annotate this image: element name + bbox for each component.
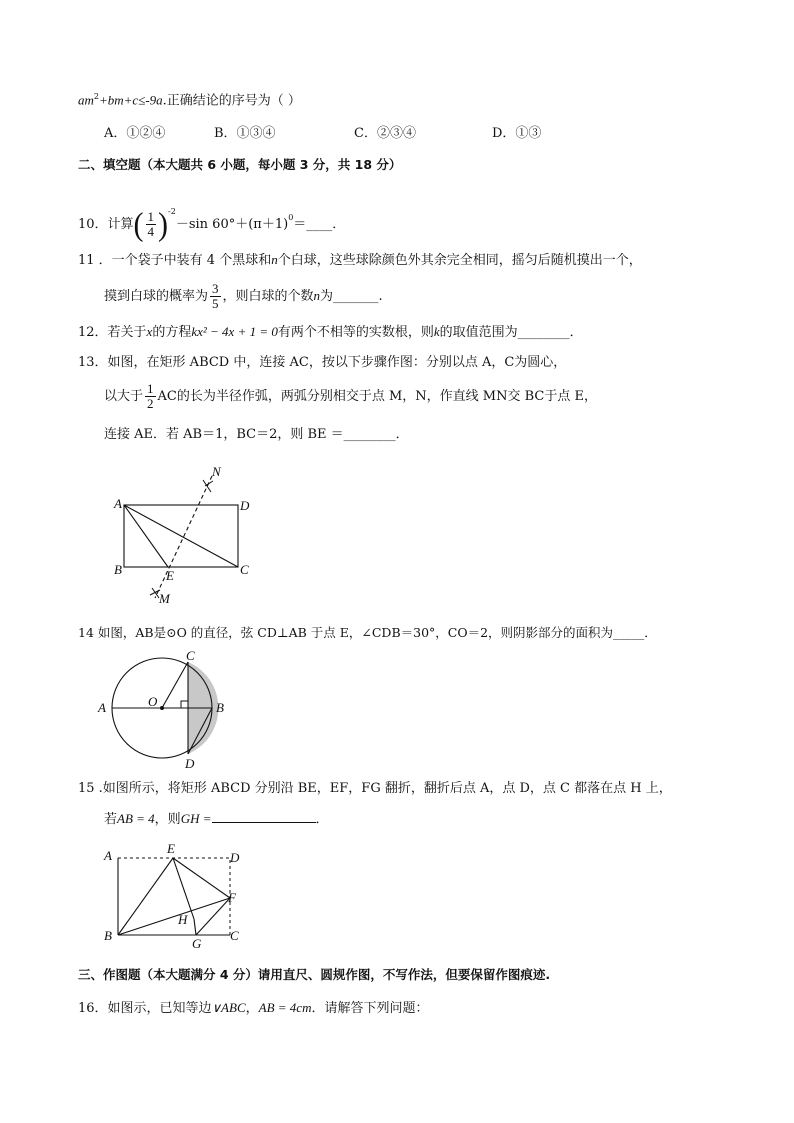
label-e: E [166, 568, 174, 583]
label-a: A [98, 700, 106, 715]
question-16: 16．如图示，已知等边∨ABC，AB = 4cm．请解答下列问题： [78, 1000, 429, 1016]
q11-fraction: $\frac{3}{5}$ [212, 281, 219, 311]
q9-condition: $am^2+bm+c\le-9a$.正确结论的序号为（ ） [78, 92, 301, 109]
option-c[interactable]: C．②③④ [354, 126, 416, 141]
segment-ae [124, 505, 168, 567]
question-10: 10．计算( $\frac{1}{4}$ )$^{-2}$－sin $60^\circ+(\pi+1)^0=\_\_\_\_$． [78, 205, 346, 243]
fold-ef [173, 858, 230, 898]
label-g: G [192, 936, 202, 951]
q13-figure [100, 462, 270, 610]
q10-answer-blank[interactable]: ＝____． [293, 217, 346, 232]
label-d: D [185, 756, 195, 770]
question-11-line1: 11 ．一个袋子中装有 4 个黑球和n个白球，这些球除颜色外其余完全相同，摇匀后随机摸出一个， [78, 252, 642, 268]
arc-mark-n [203, 480, 213, 492]
option-a[interactable]: A．①②④ [104, 126, 166, 141]
option-b[interactable]: B．①③④ [214, 126, 276, 141]
label-d: D [240, 498, 250, 513]
label-a: A [114, 496, 122, 511]
section-2-heading: 二、填空题（本大题共 6 小题，每小题 3 分，共 18 分） [78, 157, 402, 172]
q10-fraction: $\frac{1}{4}$ [147, 209, 155, 239]
question-15-line1: 15 .如图所示，将矩形 ABCD 分别沿 BE，EF，FG 翻折，翻折后点 A，点 D，点 C 都落在点 H 上， [78, 781, 672, 796]
question-13-line1: 13．如图，在矩形 ABCD 中，连接 AC，按以下步骤作图：分别以点 A，C为圆心， [78, 355, 567, 370]
label-e: E [167, 841, 175, 856]
fold-be [118, 858, 173, 935]
q12-equation: kx² − 4x + 1 = 0 [191, 324, 278, 339]
center-dot [160, 706, 164, 710]
q9-text: .正确结论的序号为（ ） [162, 93, 301, 109]
section-3-heading: 三、作图题（本大题满分 4 分）请用直尺、圆规作图，不写作法，但要保留作图痕迹. [78, 967, 551, 982]
q10-number: 10．计算 [78, 217, 134, 232]
label-m: M [159, 591, 170, 606]
q9-expr-a: am [78, 92, 94, 108]
q12-answer-blank[interactable]: 的取值范围为________． [439, 325, 583, 340]
option-d[interactable]: D．①③ [492, 126, 542, 141]
label-b: B [104, 928, 112, 943]
label-o: O [148, 694, 158, 709]
label-b: B [114, 562, 122, 577]
label-c: C [240, 562, 249, 577]
label-b: B [216, 700, 224, 715]
diagonal-ac [124, 505, 238, 567]
q11-answer-blank[interactable]: 为_______. [320, 289, 383, 304]
question-14: 14 如图，AB是⊙O 的直径，弦 CD⊥AB 于点 E，∠CDB＝30°，CO＝2，则阴影部分的面积为_____． [78, 625, 657, 640]
label-c: C [230, 928, 239, 943]
question-12: 12．若关于x的方程kx² − 4x + 1 = 0有两个不相等的实数根，则k的取值范围为________． [78, 324, 583, 340]
question-11-line2: 摸到白球的概率为 $\frac{3}{5}$ ，则白球的个数n为_______. [104, 281, 383, 311]
question-13-line2: 以大于 $\frac{1}{2}$ AC的长为半径作弧，两弧分别相交于点 M，N，作直线 MN交 BC于点 E， [104, 381, 597, 411]
label-h: H [178, 912, 188, 927]
q15-answer-blank[interactable] [212, 810, 316, 823]
label-d: D [230, 850, 240, 865]
question-13-line3: 连接 AE．若 AB＝1，BC＝2，则 BE ＝________． [104, 427, 409, 442]
q14-figure [92, 650, 242, 770]
dashed-edges [118, 858, 230, 935]
q15-figure [100, 840, 260, 952]
q13-fraction: $\frac{1}{2}$ [147, 381, 154, 411]
label-a: A [104, 848, 112, 863]
question-15-line2: 若AB = 4，则GH = ． [104, 811, 329, 827]
label-n: N [212, 464, 221, 479]
label-f: F [228, 890, 236, 905]
right-angle-mark [181, 701, 188, 708]
label-c: C [186, 650, 195, 663]
segment-eh [173, 858, 194, 919]
q9-expr-b: +bm+c≤-9a [98, 92, 163, 108]
q9-options [104, 125, 584, 143]
segment-hg [194, 919, 196, 935]
q10-rest: －sin 60°＋(π＋1) [175, 217, 289, 232]
